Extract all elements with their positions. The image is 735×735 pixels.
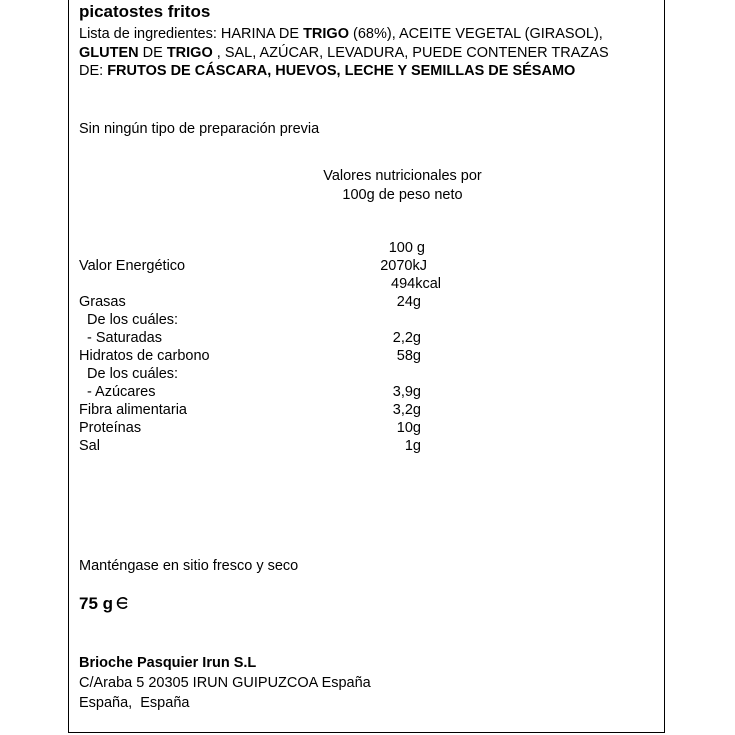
nutrition-row-label: De los cuáles:	[87, 312, 179, 328]
nutrition-row-value: 58g	[396, 348, 421, 364]
ingredient-part: HARINA DE	[220, 26, 304, 42]
ingredient-part-allergen: TRIGO	[166, 44, 213, 61]
nutrition-row-value: 3,2g	[392, 402, 421, 418]
nutrition-row-label: Sal	[79, 438, 100, 454]
nutrition-row-label: Hidratos de carbono	[79, 348, 210, 364]
company-name: Brioche Pasquier Irun S.L	[79, 655, 257, 671]
ingredient-part: DE	[138, 44, 167, 61]
product-name: picatostes fritos	[79, 2, 211, 21]
storage-note: Manténgase en sitio fresco y seco	[79, 558, 299, 574]
estimated-sign-icon	[115, 596, 129, 610]
nutrition-row-value: 24g	[396, 294, 421, 310]
ingredient-part: , SAL, AZÚCAR, LEVADURA, PUEDE CONTENER TRAZAS DE:	[79, 44, 609, 79]
nutrition-column-header: 100 g	[388, 240, 425, 256]
ingredients-label: Lista de ingredientes:	[79, 26, 221, 42]
nutrition-row-value: 2070kJ	[380, 258, 427, 274]
nutrition-row-label: - Azúcares	[87, 384, 156, 400]
nutrition-row-label: Fibra alimentaria	[79, 402, 187, 418]
nutrition-row-value: 10g	[396, 420, 421, 436]
nutrition-header-line1: Valores nutricionales por	[323, 168, 482, 184]
ingredient-part: (68%), ACEITE VEGETAL (GIRASOL),	[348, 26, 603, 42]
nutrition-row-label: De los cuáles:	[87, 366, 179, 382]
ingredients-text	[79, 25, 609, 81]
nutrition-header-line2: 100g de peso neto	[342, 187, 463, 203]
nutrition-row-label: Grasas	[79, 294, 126, 310]
nutrition-row-value: 2,2g	[392, 330, 421, 346]
nutrition-row-label: Valor Energético	[79, 258, 186, 274]
net-weight-value: 75 g	[79, 594, 114, 613]
nutrition-row-label: - Saturadas	[87, 330, 162, 346]
nutrition-row-label: Proteínas	[79, 420, 142, 436]
ingredient-part-allergen: FRUTOS DE CÁSCARA, HUEVOS, LECHE Y SEMILLAS DE SÉSAMO	[107, 63, 576, 79]
company-address: C/Araba 5 20305 IRUN GUIPUZCOA España	[79, 675, 371, 691]
nutrition-row-value: 494kcal	[391, 276, 441, 292]
nutrition-row-value: 1g	[404, 438, 421, 454]
ingredient-part-allergen: GLUTEN	[79, 44, 139, 61]
ingredient-part-allergen: TRIGO	[303, 26, 349, 42]
net-weight	[79, 594, 129, 614]
company-country: España, España	[79, 695, 190, 711]
preparation-note: Sin ningún tipo de preparación previa	[79, 121, 320, 137]
nutrition-row-value: 3,9g	[392, 384, 421, 400]
